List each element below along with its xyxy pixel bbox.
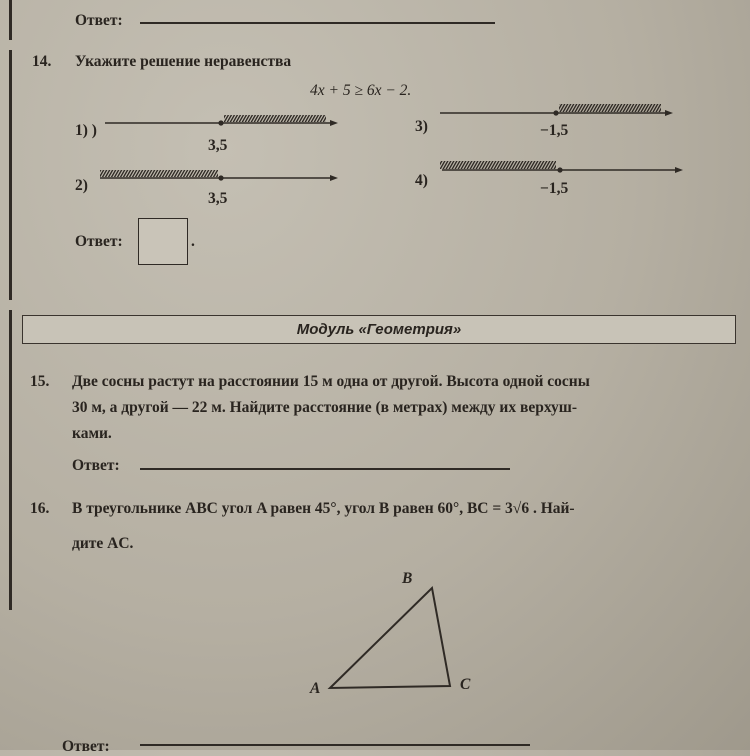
q16-line-2: дите AC. [72, 535, 134, 552]
q15-line-3: ками. [72, 425, 112, 442]
number-line-4 [440, 161, 683, 173]
module-title: Модуль «Геометрия» [296, 321, 462, 338]
triangle-abc [330, 588, 450, 688]
vertex-b-label: B [402, 570, 413, 587]
answer-box-14[interactable] [138, 218, 188, 265]
q14-equation: 4x + 5 ≥ 6x − 2. [310, 82, 412, 99]
number-line-3 [440, 104, 673, 116]
option-3-point: −1,5 [540, 122, 569, 139]
vertex-a-label: A [310, 680, 321, 697]
vertex-c-label: C [460, 676, 471, 693]
option-1-label: 1) ) [75, 122, 97, 139]
q15-line-2: 30 м, а другой — 22 м. Найдите расстояние (в метрах) между их верхуш- [72, 399, 577, 416]
option-2-point: 3,5 [208, 190, 228, 207]
number-line-2 [100, 170, 338, 181]
answer-line-16[interactable] [140, 744, 530, 746]
q15-number: 15. [30, 373, 50, 390]
option-4-point: −1,5 [540, 180, 569, 197]
option-2-label: 2) [75, 177, 88, 194]
q16-number: 16. [30, 500, 50, 517]
q16-line-1: В треугольнике ABC угол A равен 45°, угол B равен 60°, BC = 3√6 . Най- [72, 500, 575, 517]
answer-line-15[interactable] [140, 468, 510, 470]
q14-number: 14. [32, 53, 52, 70]
option-1-point: 3,5 [208, 137, 228, 154]
number-line-1 [105, 115, 338, 126]
module-header [22, 315, 736, 344]
q14-text: Укажите решение неравенства [75, 53, 292, 70]
option-3-label: 3) [415, 118, 428, 135]
answer-label-16: Ответ: [62, 738, 110, 755]
answer-label-14: Ответ: [75, 233, 123, 250]
answer-label-13: Ответ: [75, 12, 123, 29]
option-4-label: 4) [415, 172, 428, 189]
q15-line-1: Две сосны растут на расстоянии 15 м одна от другой. Высота одной сосны [72, 373, 590, 390]
answer-dot: . [191, 233, 195, 250]
answer-label-15: Ответ: [72, 457, 120, 474]
